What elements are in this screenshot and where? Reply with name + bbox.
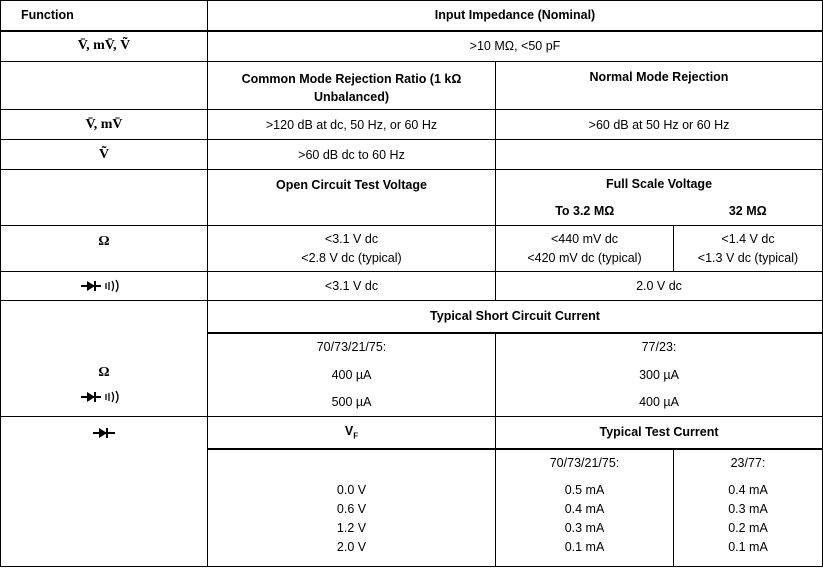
dc-nmr-value: >60 dB at 50 Hz or 60 Hz bbox=[496, 110, 823, 140]
ohms-32-max: <1.4 V dc bbox=[721, 231, 775, 246]
sc-diode-col2: 400 µA bbox=[496, 389, 823, 417]
short-circuit-function-cell bbox=[1, 301, 208, 417]
ohms-open-circuit-max: <3.1 V dc bbox=[324, 231, 379, 246]
tc-col1-value: 0.4 mA bbox=[564, 501, 605, 516]
ohms-open-circuit-typical: <2.8 V dc (typical) bbox=[301, 250, 402, 265]
sc-ohms-col2: 300 µA bbox=[496, 361, 823, 389]
vf-value: 1.2 V bbox=[336, 520, 367, 535]
ohms-function: Ω bbox=[98, 365, 110, 380]
vf-value: 0.6 V bbox=[336, 501, 367, 516]
tc-col2-value: 0.4 mA bbox=[728, 482, 768, 497]
nmr-header: Normal Mode Rejection bbox=[496, 62, 823, 110]
sc-ohms-col1: 400 µA bbox=[208, 361, 496, 389]
open-circuit-header: Open Circuit Test Voltage bbox=[208, 170, 496, 226]
function-column-header: Function bbox=[1, 1, 208, 31]
sc-col2-header: 77/23: bbox=[496, 333, 823, 361]
blank-function-cell bbox=[1, 170, 208, 226]
vf-value: 0.0 V bbox=[336, 482, 367, 497]
tc-col2-value: 0.1 mA bbox=[728, 539, 768, 554]
diode-full-scale-value: 2.0 V dc bbox=[496, 272, 823, 301]
test-current-header: Typical Test Current bbox=[496, 417, 823, 449]
blank-function-cell bbox=[1, 62, 208, 110]
ac-cmrr-value: >60 dB dc to 60 Hz bbox=[208, 140, 496, 170]
ac-voltage-function: Ṽ bbox=[1, 140, 208, 170]
tc-col1-value: 0.1 mA bbox=[564, 539, 605, 554]
ohms-to-3-2-max: <440 mV dc bbox=[550, 231, 619, 246]
tc-col1-header: 70/73/21/75: bbox=[549, 455, 620, 470]
tc-col2-value: 0.2 mA bbox=[728, 520, 768, 535]
sc-diode-col1: 500 µA bbox=[208, 389, 496, 417]
vf-label: V bbox=[344, 424, 354, 438]
tc-col2-value: 0.3 mA bbox=[728, 501, 768, 516]
dc-ac-voltage-function: V̄, mV̄, Ṽ bbox=[1, 31, 208, 62]
diode-continuity-icon bbox=[80, 279, 128, 293]
short-circuit-header: Typical Short Circuit Current bbox=[208, 301, 823, 333]
full-scale-header: Full Scale Voltage bbox=[496, 170, 823, 198]
ohms-to-3-2-typical: <420 mV dc (typical) bbox=[527, 250, 642, 265]
input-impedance-header: Input Impedance (Nominal) bbox=[208, 1, 823, 31]
vf-header bbox=[208, 417, 496, 449]
dc-voltage-function: V̄, mV̄ bbox=[1, 110, 208, 140]
vf-values-cell bbox=[208, 449, 496, 567]
tc-col1-value: 0.3 mA bbox=[564, 520, 605, 535]
test-current-col1-cell bbox=[496, 449, 674, 567]
test-current-col2-cell bbox=[674, 449, 823, 567]
vf-subscript: F bbox=[353, 431, 359, 441]
ohms-32-typical: <1.3 V dc (typical) bbox=[697, 250, 799, 265]
diode-icon bbox=[92, 426, 116, 440]
diode-continuity-function bbox=[1, 272, 208, 301]
dc-cmrr-value: >120 dB at dc, 50 Hz, or 60 Hz bbox=[208, 110, 496, 140]
diode-open-circuit-value: <3.1 V dc bbox=[208, 272, 496, 301]
ohms-function: Ω bbox=[1, 226, 208, 272]
sc-col1-header: 70/73/21/75: bbox=[208, 333, 496, 361]
vf-value: 2.0 V bbox=[336, 539, 367, 554]
tc-col2-header: 23/77: bbox=[730, 455, 766, 470]
to-3-2-mohm-header: To 3.2 MΩ bbox=[496, 198, 674, 226]
ac-nmr-value bbox=[496, 140, 823, 170]
32-mohm-header: 32 MΩ bbox=[674, 198, 823, 226]
cmrr-header: Common Mode Rejection Ratio (1 kΩ Unbalanced) bbox=[208, 62, 496, 110]
diode-continuity-icon bbox=[80, 390, 128, 404]
input-impedance-value: >10 MΩ, <50 pF bbox=[208, 31, 823, 62]
tc-col1-value: 0.5 mA bbox=[564, 482, 605, 497]
diode-test-function-cell bbox=[1, 417, 208, 567]
